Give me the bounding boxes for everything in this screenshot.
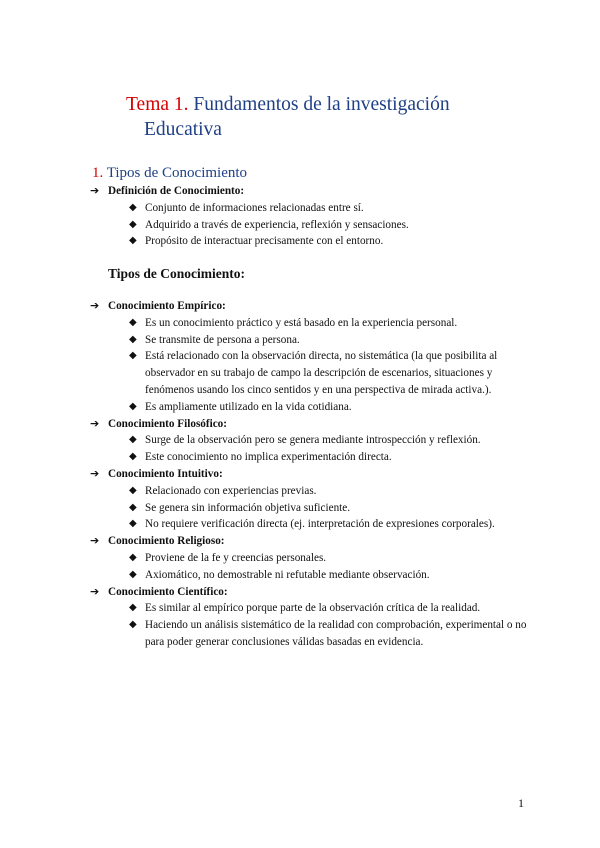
diamond-bullet-icon: ◆ (129, 451, 137, 463)
list-item-text: Este conocimiento no implica experimentación directa. (145, 451, 392, 464)
list-item (0, 617, 600, 651)
type-label-item (0, 416, 600, 433)
section-heading-text: Tipos de Conocimiento (106, 165, 248, 181)
arrow-icon: ➔ (90, 299, 100, 312)
type-label: Conocimiento Intuitivo: (108, 467, 223, 480)
section-number: 1. (92, 165, 104, 181)
page-title (126, 92, 526, 142)
diamond-bullet-icon: ◆ (129, 235, 137, 247)
list-item (0, 550, 600, 567)
diamond-bullet-icon: ◆ (129, 551, 137, 563)
type-label-item (0, 466, 600, 483)
type-label-item (0, 298, 600, 315)
type-label: Conocimiento Religioso: (108, 535, 225, 548)
arrow-icon: ➔ (90, 584, 100, 598)
list-item-text: Se transmite de persona a persona. (145, 333, 300, 346)
list-item-text: Adquirido a través de experiencia, reflexión y sensaciones. (145, 218, 409, 231)
list-item-text: Conjunto de informaciones relacionadas entre sí. (145, 201, 364, 214)
arrow-icon: ➔ (90, 466, 100, 480)
type-label: Conocimiento Científico: (108, 585, 228, 598)
arrow-icon: ➔ (90, 534, 100, 548)
diamond-bullet-icon: ◆ (129, 484, 137, 496)
list-item-text: Es un conocimiento práctico y está basado en la experiencia personal. (145, 316, 458, 329)
list-item-text: No requiere verificación directa (ej. interpretación de expresiones corporales). (145, 518, 495, 531)
list-item-text: Se genera sin información objetiva suficiente. (145, 501, 351, 514)
title-number: Tema 1. (126, 94, 189, 115)
list-item (0, 315, 600, 332)
list-item (0, 432, 600, 449)
list-item-text: Es similar al empírico porque parte de la observación crítica de la realidad. (145, 602, 481, 615)
list-item (0, 348, 600, 398)
list-item-text: Es ampliamente utilizado en la vida cotidiana. (145, 400, 352, 413)
list-item (0, 516, 600, 533)
diamond-bullet-icon: ◆ (129, 619, 137, 631)
list-item (0, 500, 600, 517)
list-item (0, 233, 600, 250)
list-item-text: Proviene de la fe y creencias personales. (145, 551, 327, 564)
diamond-bullet-icon: ◆ (129, 568, 137, 580)
list-item-text: Surge de la observación pero se genera mediante introspección y reflexión. (145, 434, 481, 447)
list-item-text: Relacionado con experiencias previas. (145, 484, 317, 497)
list-item (0, 217, 600, 234)
list-item-text: Propósito de interactuar precisamente con el entorno. (145, 235, 384, 248)
diamond-bullet-icon: ◆ (129, 201, 137, 213)
title-line-2: Educativa (144, 119, 222, 140)
list-item-text: Haciendo un análisis sistemático de la realidad con comprobación, experimental o no para poder generar conclusiones válidas basadas en evidencia. (145, 619, 527, 648)
diamond-bullet-icon: ◆ (129, 602, 137, 614)
definition-block (0, 183, 600, 250)
definition-label-item (0, 183, 600, 200)
list-item (0, 200, 600, 217)
list-item-text: Está relacionado con la observación directa, no sistemática (la que posibilita al observador en su trabajo de campo la descripción de escenarios, situaciones y fenómenos usando los cinco sentidos y en una perspectiva de mirada activa.). (145, 350, 498, 396)
list-item-text: Axiomático, no demostrable ni refutable mediante observación. (145, 568, 430, 581)
diamond-bullet-icon: ◆ (129, 400, 137, 412)
types-subheading: Tipos de Conocimiento: (108, 266, 246, 281)
list-item (0, 567, 600, 584)
page-number: 1 (518, 796, 524, 810)
list-item (0, 600, 600, 617)
type-label: Conocimiento Filosófico: (108, 417, 228, 430)
diamond-bullet-icon: ◆ (129, 350, 137, 362)
types-block (0, 298, 600, 651)
title-line-1: Fundamentos de la investigación (193, 94, 450, 115)
diamond-bullet-icon: ◆ (129, 218, 137, 230)
arrow-icon: ➔ (90, 184, 100, 197)
list-item (0, 483, 600, 500)
diamond-bullet-icon: ◆ (129, 434, 137, 446)
section-heading (92, 164, 247, 182)
list-item (0, 332, 600, 349)
list-item (0, 399, 600, 416)
list-item (0, 449, 600, 466)
type-label-item (0, 533, 600, 550)
diamond-bullet-icon: ◆ (129, 333, 137, 345)
diamond-bullet-icon: ◆ (129, 501, 137, 513)
diamond-bullet-icon: ◆ (129, 518, 137, 530)
arrow-icon: ➔ (90, 416, 100, 430)
diamond-bullet-icon: ◆ (129, 316, 137, 328)
type-label: Conocimiento Empírico: (108, 300, 226, 312)
type-label-item (0, 584, 600, 601)
definition-label: Definición de Conocimiento: (108, 185, 245, 197)
